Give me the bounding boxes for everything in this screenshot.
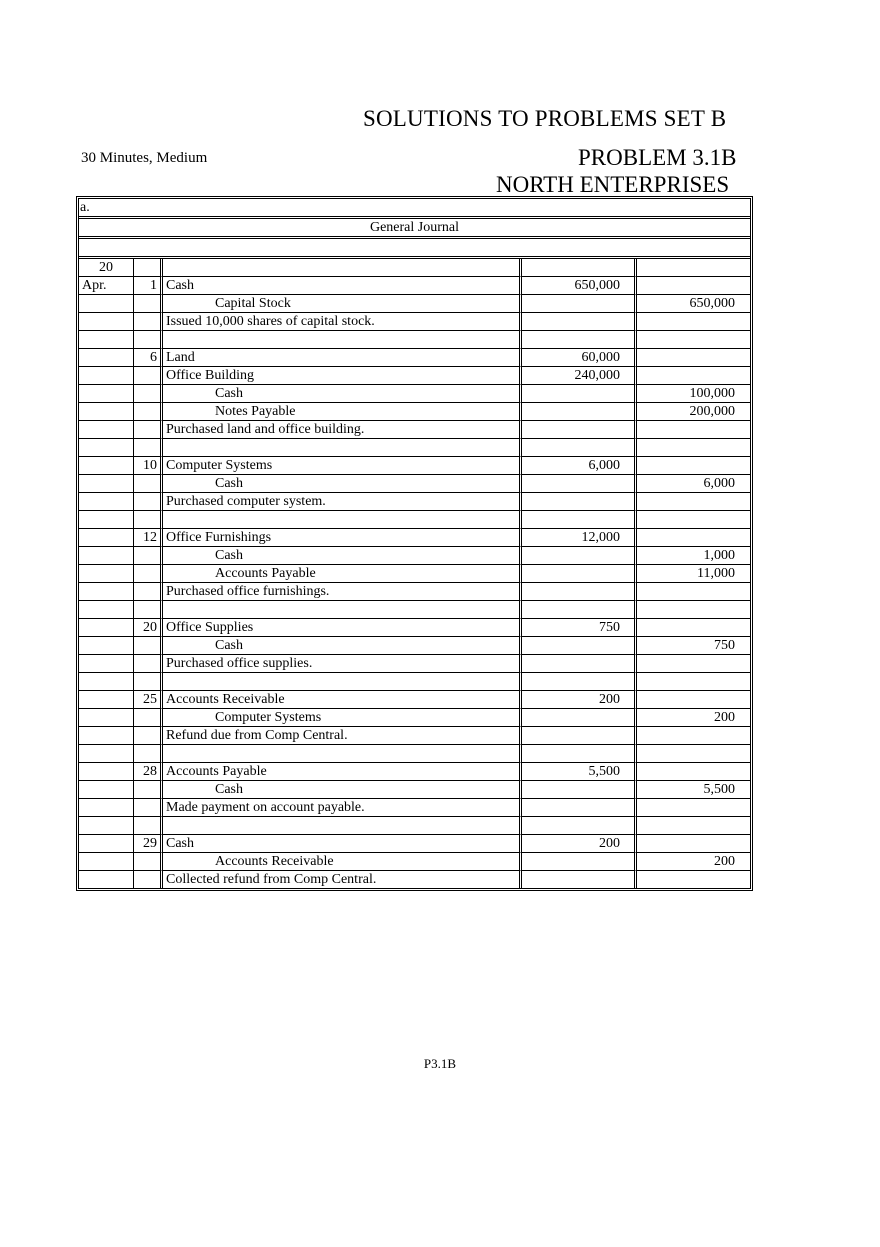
day-cell — [134, 547, 163, 565]
credit-cell — [637, 673, 750, 691]
account-cell: Cash — [163, 475, 522, 493]
day-cell — [134, 511, 163, 529]
journal-row — [79, 727, 750, 745]
credit-cell: 11,000 — [637, 565, 750, 583]
debit-cell — [522, 385, 637, 403]
month-cell — [79, 601, 134, 619]
journal-row — [79, 637, 750, 655]
account-cell: Accounts Payable — [163, 763, 522, 781]
account-cell: Cash — [163, 637, 522, 655]
day-cell — [134, 817, 163, 835]
account-cell: Purchased computer system. — [163, 493, 522, 511]
credit-cell — [637, 871, 750, 888]
credit-cell — [637, 367, 750, 385]
month-cell — [79, 619, 134, 637]
problem-number: PROBLEM 3.1B — [578, 145, 737, 170]
credit-cell: 100,000 — [637, 385, 750, 403]
debit-cell — [522, 817, 637, 835]
credit-cell: 200,000 — [637, 403, 750, 421]
debit-cell — [522, 853, 637, 871]
journal-row — [79, 799, 750, 817]
account-cell: Office Furnishings — [163, 529, 522, 547]
debit-cell — [522, 673, 637, 691]
day-cell — [134, 871, 163, 888]
credit-cell — [637, 835, 750, 853]
month-cell: Apr. — [79, 277, 134, 295]
page-footer-label: P3.1B — [423, 1056, 457, 1071]
debit-cell — [522, 565, 637, 583]
journal-row — [79, 295, 750, 313]
journal-row — [79, 367, 750, 385]
month-cell — [79, 529, 134, 547]
month-cell — [79, 457, 134, 475]
journal-row — [79, 349, 750, 367]
account-cell: Purchased office furnishings. — [163, 583, 522, 601]
journal-row — [79, 493, 750, 511]
month-cell — [79, 493, 134, 511]
section-label: a. — [79, 199, 750, 219]
month-cell — [79, 511, 134, 529]
account-cell: Capital Stock — [163, 295, 522, 313]
credit-cell — [637, 349, 750, 367]
day-cell — [134, 709, 163, 727]
journal-row — [79, 691, 750, 709]
debit-cell — [522, 421, 637, 439]
account-cell: Office Supplies — [163, 619, 522, 637]
page-title: SOLUTIONS TO PROBLEMS SET B — [363, 106, 727, 131]
account-cell: Accounts Receivable — [163, 853, 522, 871]
credit-cell: 200 — [637, 853, 750, 871]
credit-cell — [637, 313, 750, 331]
month-cell — [79, 835, 134, 853]
credit-cell — [637, 529, 750, 547]
day-cell — [134, 493, 163, 511]
debit-cell — [522, 547, 637, 565]
debit-cell: 12,000 — [522, 529, 637, 547]
day-cell — [134, 475, 163, 493]
debit-cell: 200 — [522, 691, 637, 709]
account-cell: Accounts Payable — [163, 565, 522, 583]
journal-header-row — [79, 219, 750, 239]
debit-cell — [522, 745, 637, 763]
credit-cell: 1,000 — [637, 547, 750, 565]
journal-row — [79, 565, 750, 583]
journal-row — [79, 655, 750, 673]
debit-cell — [522, 295, 637, 313]
day-cell — [134, 853, 163, 871]
day-cell: 28 — [134, 763, 163, 781]
account-cell — [163, 439, 522, 457]
month-cell — [79, 295, 134, 313]
journal-row — [79, 871, 750, 888]
credit-cell — [637, 511, 750, 529]
account-cell: Purchased land and office building. — [163, 421, 522, 439]
debit-cell: 6,000 — [522, 457, 637, 475]
journal-row — [79, 547, 750, 565]
credit-cell — [637, 277, 750, 295]
debit-cell — [522, 511, 637, 529]
debit-cell — [522, 475, 637, 493]
day-cell — [134, 331, 163, 349]
journal-row — [79, 745, 750, 763]
day-cell — [134, 583, 163, 601]
day-cell — [134, 637, 163, 655]
month-cell — [79, 403, 134, 421]
credit-cell: 6,000 — [637, 475, 750, 493]
journal-row — [79, 835, 750, 853]
duration-label: 30 Minutes, Medium — [81, 150, 208, 166]
debit-cell: 5,500 — [522, 763, 637, 781]
month-cell — [79, 799, 134, 817]
credit-cell — [637, 421, 750, 439]
journal-row — [79, 511, 750, 529]
credit-cell — [637, 439, 750, 457]
month-cell — [79, 781, 134, 799]
month-cell — [79, 547, 134, 565]
journal-row — [79, 583, 750, 601]
month-cell — [79, 655, 134, 673]
day-cell: 10 — [134, 457, 163, 475]
debit-cell — [522, 799, 637, 817]
day-cell: 6 — [134, 349, 163, 367]
account-cell: Made payment on account payable. — [163, 799, 522, 817]
day-cell: 29 — [134, 835, 163, 853]
debit-cell: 240,000 — [522, 367, 637, 385]
debit-cell — [522, 781, 637, 799]
debit-cell — [522, 313, 637, 331]
journal-row — [79, 403, 750, 421]
account-cell: Land — [163, 349, 522, 367]
month-cell — [79, 475, 134, 493]
debit-cell: 60,000 — [522, 349, 637, 367]
account-cell: Purchased office supplies. — [163, 655, 522, 673]
spacer-row — [79, 239, 750, 259]
general-journal-sheet — [76, 196, 753, 891]
day-cell: 12 — [134, 529, 163, 547]
journal-row — [79, 457, 750, 475]
day-cell — [134, 673, 163, 691]
day-cell — [134, 727, 163, 745]
day-cell — [134, 601, 163, 619]
account-cell: Refund due from Comp Central. — [163, 727, 522, 745]
journal-row — [79, 529, 750, 547]
account-cell: Cash — [163, 835, 522, 853]
journal-row — [79, 709, 750, 727]
debit-cell — [522, 637, 637, 655]
journal-row — [79, 853, 750, 871]
debit-cell — [522, 727, 637, 745]
month-cell — [79, 763, 134, 781]
credit-cell — [637, 331, 750, 349]
credit-cell — [637, 493, 750, 511]
month-cell — [79, 565, 134, 583]
day-cell — [134, 745, 163, 763]
credit-cell: 5,500 — [637, 781, 750, 799]
day-cell — [134, 565, 163, 583]
day-cell — [134, 439, 163, 457]
debit-cell — [522, 583, 637, 601]
journal-row — [79, 601, 750, 619]
month-cell — [79, 439, 134, 457]
month-cell — [79, 331, 134, 349]
account-cell — [163, 817, 522, 835]
month-cell — [79, 673, 134, 691]
journal-title: General Journal — [79, 219, 750, 239]
journal-row — [79, 475, 750, 493]
credit-cell — [637, 691, 750, 709]
month-cell — [79, 817, 134, 835]
credit-cell — [637, 763, 750, 781]
journal-row — [79, 421, 750, 439]
account-cell: Computer Systems — [163, 709, 522, 727]
journal-row — [79, 439, 750, 457]
month-cell — [79, 349, 134, 367]
month-cell — [79, 709, 134, 727]
year-cell: 20 — [79, 259, 134, 277]
credit-cell — [637, 619, 750, 637]
credit-cell: 650,000 — [637, 295, 750, 313]
journal-row — [79, 673, 750, 691]
day-cell — [134, 421, 163, 439]
journal-row — [79, 313, 750, 331]
debit-cell: 750 — [522, 619, 637, 637]
credit-cell — [637, 655, 750, 673]
day-cell — [134, 781, 163, 799]
general-journal-table — [79, 199, 750, 888]
company-name: NORTH ENTERPRISES — [496, 172, 730, 197]
credit-cell — [637, 817, 750, 835]
account-cell: Cash — [163, 781, 522, 799]
day-cell — [134, 655, 163, 673]
account-cell — [163, 331, 522, 349]
debit-cell — [522, 709, 637, 727]
credit-cell — [637, 583, 750, 601]
month-cell — [79, 691, 134, 709]
credit-cell — [637, 727, 750, 745]
day-cell — [134, 385, 163, 403]
day-cell — [134, 313, 163, 331]
credit-cell: 200 — [637, 709, 750, 727]
month-cell — [79, 871, 134, 888]
month-cell — [79, 385, 134, 403]
month-cell — [79, 727, 134, 745]
day-cell: 20 — [134, 619, 163, 637]
debit-cell: 650,000 — [522, 277, 637, 295]
day-cell — [134, 799, 163, 817]
account-cell: Issued 10,000 shares of capital stock. — [163, 313, 522, 331]
section-row — [79, 199, 750, 219]
account-cell: Office Building — [163, 367, 522, 385]
debit-cell — [522, 493, 637, 511]
debit-cell — [522, 331, 637, 349]
journal-row — [79, 331, 750, 349]
credit-cell — [637, 799, 750, 817]
account-cell: Collected refund from Comp Central. — [163, 871, 522, 888]
day-cell: 25 — [134, 691, 163, 709]
journal-row — [79, 385, 750, 403]
credit-cell — [637, 457, 750, 475]
debit-cell — [522, 439, 637, 457]
account-cell: Cash — [163, 385, 522, 403]
account-cell — [163, 673, 522, 691]
account-cell: Accounts Receivable — [163, 691, 522, 709]
debit-cell — [522, 601, 637, 619]
account-cell — [163, 745, 522, 763]
journal-row — [79, 781, 750, 799]
month-cell — [79, 637, 134, 655]
day-cell — [134, 403, 163, 421]
credit-cell: 750 — [637, 637, 750, 655]
day-cell: 1 — [134, 277, 163, 295]
year-row — [79, 259, 750, 277]
journal-row — [79, 817, 750, 835]
debit-cell — [522, 655, 637, 673]
credit-cell — [637, 745, 750, 763]
month-cell — [79, 745, 134, 763]
debit-cell: 200 — [522, 835, 637, 853]
account-cell: Cash — [163, 277, 522, 295]
account-cell: Notes Payable — [163, 403, 522, 421]
debit-cell — [522, 403, 637, 421]
debit-cell — [522, 871, 637, 888]
journal-row — [79, 763, 750, 781]
month-cell — [79, 421, 134, 439]
journal-row — [79, 619, 750, 637]
account-cell: Cash — [163, 547, 522, 565]
day-cell — [134, 367, 163, 385]
credit-cell — [637, 601, 750, 619]
account-cell: Computer Systems — [163, 457, 522, 475]
journal-row — [79, 277, 750, 295]
month-cell — [79, 313, 134, 331]
account-cell — [163, 511, 522, 529]
day-cell — [134, 295, 163, 313]
month-cell — [79, 367, 134, 385]
account-cell — [163, 601, 522, 619]
month-cell — [79, 583, 134, 601]
month-cell — [79, 853, 134, 871]
